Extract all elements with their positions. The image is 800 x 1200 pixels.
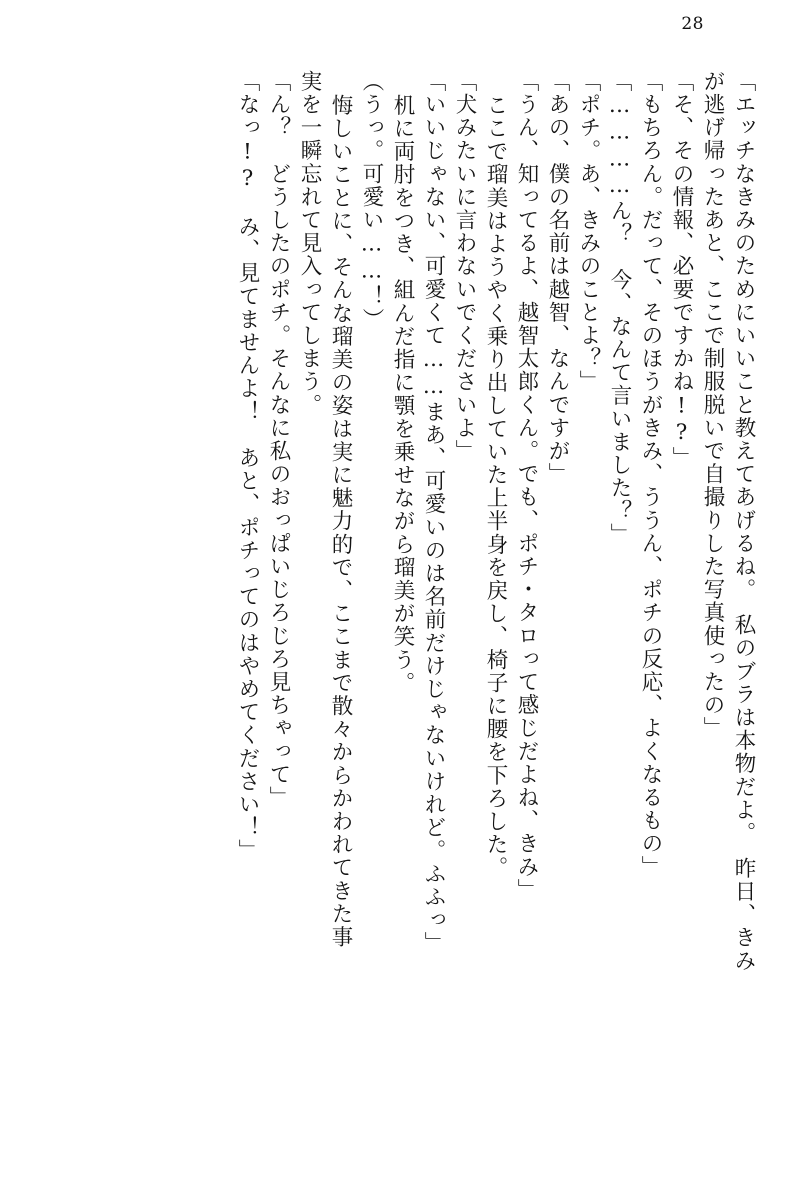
text-line: 「いいじゃない、可愛くて……まあ、可愛いのは名前だけじゃないけれど。ふふっ」: [421, 70, 446, 955]
text-line: が逃げ帰ったあと、ここで制服脱いで自撮りした写真使ったの」: [700, 70, 725, 740]
text-line: 「エッチなきみのためにいいこと教えてあげるね。 私のブラは本物だよ。 昨日、きみ: [731, 70, 756, 973]
text-line: 「もちろん。だって、そのほうがきみ、ううん、ポチの反応、よくなるもの」: [638, 70, 663, 879]
page-number: 28: [681, 14, 704, 34]
text-line: 机に両肘をつき、組んだ指に顎を乗せながら瑠美が笑う。: [390, 94, 415, 695]
text-line: 「ポチ。あ、きみのことよ？」: [576, 70, 601, 394]
text-line: 実を一瞬忘れて見入ってしまう。: [297, 70, 322, 417]
text-line: 「…………ん？ 今、なんて言いました？」: [607, 70, 632, 546]
text-line: ここで瑠美はようやく乗り出していた上半身を戻し、椅子に腰を下ろした。: [483, 94, 508, 880]
text-line: 悔しいことに、そんな瑠美の姿は実に魅力的で、ここまで散々からかわれてきた事: [328, 94, 353, 949]
text-line: 「うん、知ってるよ、越智太郎くん。でも、ポチ・タロって感じだよね、きみ」: [514, 70, 539, 902]
vertical-text-body: [46, 70, 754, 1140]
text-line: 「なっ!? み、見てませんよ！ あと、ポチってのはやめてください！」: [235, 70, 260, 863]
text-line: （うっ。可愛い……！）: [359, 70, 384, 332]
text-line: 「そ、その情報、必要ですかね!?」: [669, 70, 694, 470]
text-line: 「ん？ どうしたのポチ。そんなに私のおっぱいじろじろ見ちゃって」: [266, 70, 291, 810]
text-line: 「犬みたいに言わないでくださいよ」: [452, 70, 477, 463]
text-line: 「あの、僕の名前は越智、なんですが」: [545, 70, 570, 486]
